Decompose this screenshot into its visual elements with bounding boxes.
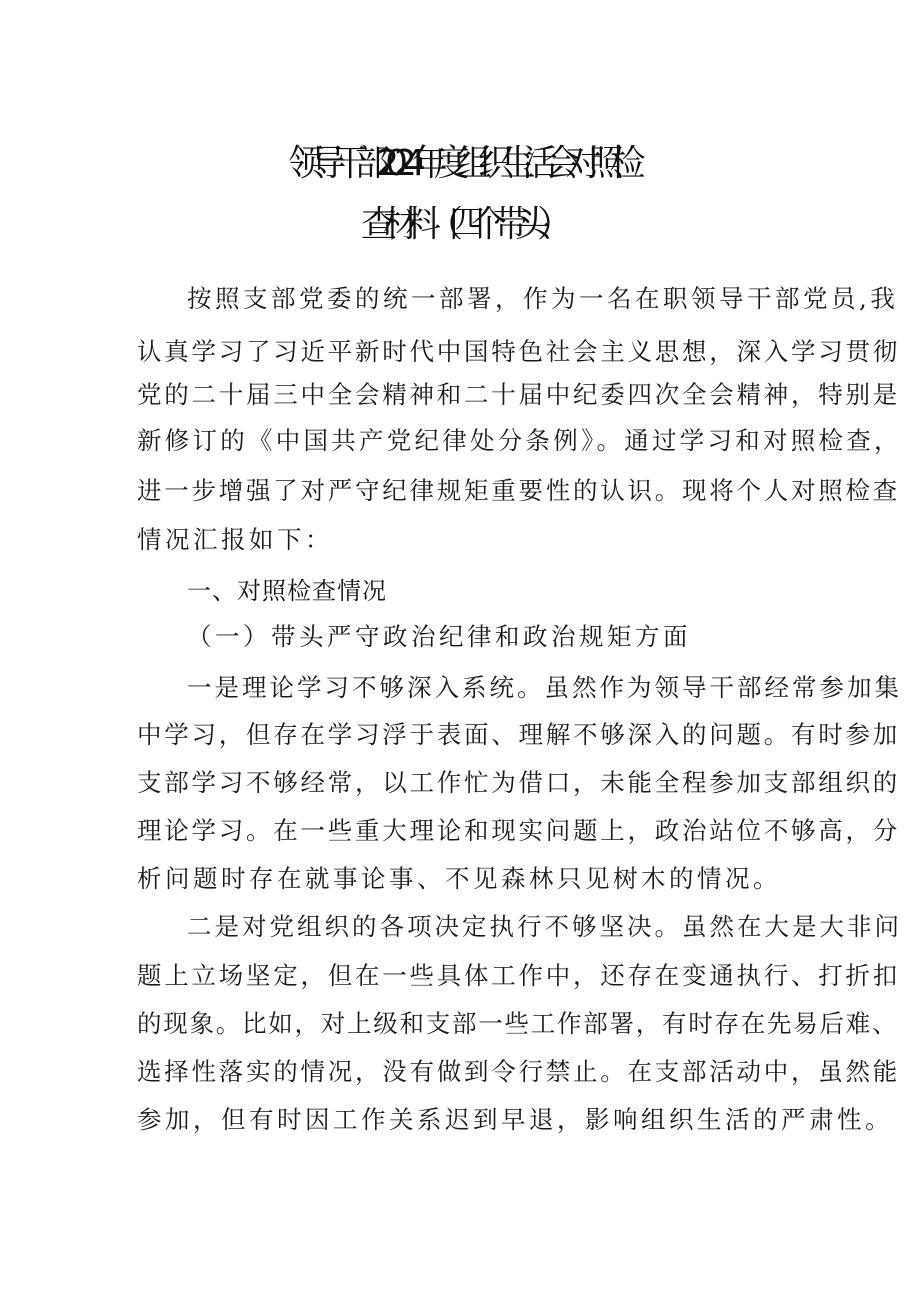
paragraph-line: 一是理论学习不够深入系统。虽然作为领导干部经常参加集 [187, 673, 902, 702]
paragraph-line: 理论学习。在一些重大理论和现实问题上，政治站位不够高，分 [137, 816, 900, 845]
intro-line: 新修订的《中国共产党纪律处分条例》。通过学习和对照检查， [137, 426, 902, 455]
paragraph-line: 支部学习不够经常，以工作忙为借口，未能全程参加支部组织的 [137, 768, 900, 797]
paragraph-line: 中学习，但存在学习浮于表面、理解不够深入的问题。有时参加 [137, 720, 900, 749]
intro-line: 党的二十届三中全会精神和二十届中纪委四次全会精神，特别是 [137, 380, 900, 409]
subsection-heading: （一）带头严守政治纪律和政治规矩方面 [187, 622, 691, 651]
intro-line: 情况汇报如下： [137, 525, 333, 554]
document-title-line-2: 查材料（四个带头） [360, 204, 559, 245]
paragraph-line: 二是对党组织的各项决定执行不够坚决。虽然在大是大非问 [187, 912, 902, 941]
intro-line: 进一步增强了对严守纪律规矩重要性的认识。现将个人对照检查 [137, 476, 900, 505]
paragraph-line: 参加，但有时因工作关系迟到早退，影响组织生活的严肃性。 [137, 1105, 893, 1134]
paragraph-line: 析问题时存在就事论事、不见森林只见树木的情况。 [137, 864, 781, 893]
paragraph-line: 的现象。比如，对上级和支部一些工作部署，有时存在先易后难、 [137, 1009, 899, 1038]
section-heading: 一、对照检查情况 [187, 577, 387, 605]
paragraph-line: 题上立场坚定，但在一些具体工作中，还存在变通执行、打折扣 [137, 961, 900, 990]
document-title-line-1: 领导干部2024年度组织生活会对照检 [288, 143, 632, 184]
intro-line: 认真学习了习近平新时代中国特色社会主义思想，深入学习贯彻 [137, 337, 900, 366]
intro-line: 按照支部党委的统一部署，作为一名在职领导干部党员,我 [187, 284, 899, 313]
paragraph-line: 选择性落实的情况，没有做到令行禁止。在支部活动中，虽然能 [137, 1057, 900, 1086]
